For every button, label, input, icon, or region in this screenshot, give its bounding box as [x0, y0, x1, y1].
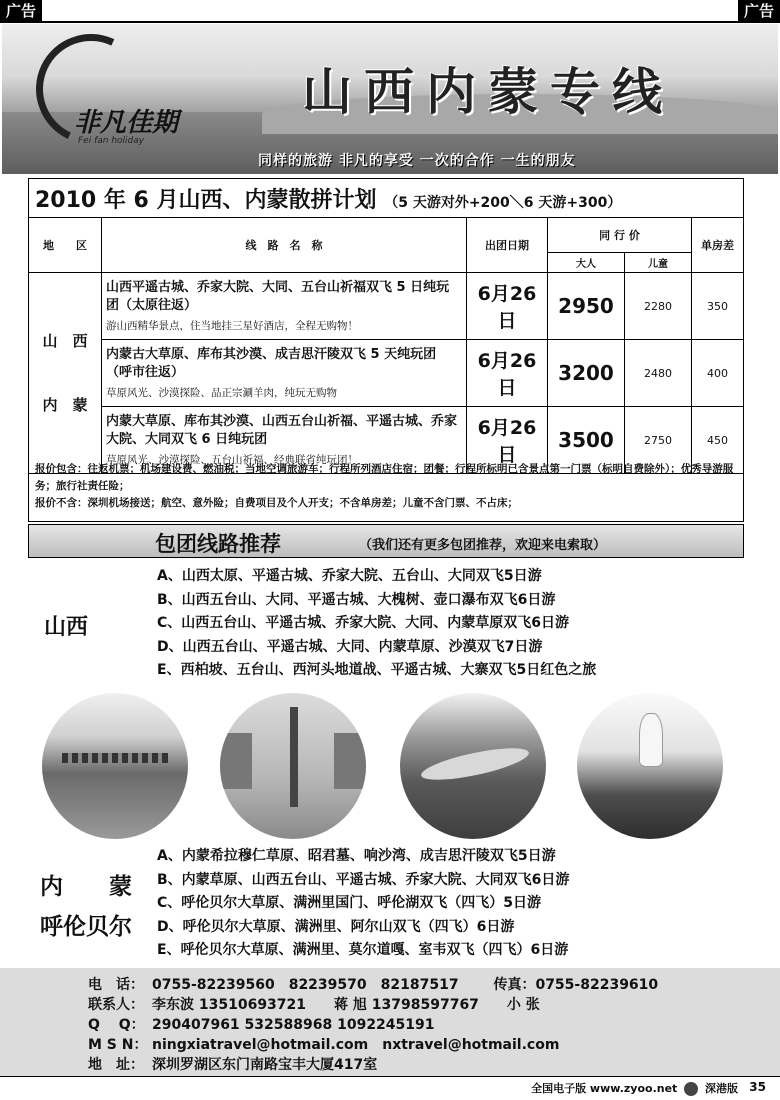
banner-title: 山西内蒙专线: [302, 62, 674, 121]
table-row: [29, 340, 744, 407]
contact-phone-row: [88, 974, 658, 994]
phone-label: 电 话：: [88, 977, 144, 993]
list-item: B、内蒙草原、山西五台山、平遥古城、乔家大院、大同双飞6日游: [157, 871, 570, 888]
msn-label: M S N：: [88, 1037, 148, 1053]
list-item: E、西柏坡、五台山、西河头地道战、平遥古城、大寨双飞5日红色之旅: [157, 662, 597, 678]
footer-rule: [0, 1076, 780, 1077]
list-item: B、山西五台山、大同、平遥古城、大槐树、壶口瀑布双飞6日游: [157, 591, 556, 608]
footer-credit: [531, 1080, 738, 1096]
departure-date: 6月26日: [467, 273, 548, 340]
plan-title: [35, 183, 621, 214]
child-price: 2280: [625, 273, 692, 340]
header-route: 线 路 名 称: [102, 218, 467, 273]
photo-ancient-city: [42, 693, 188, 839]
top-rule: [0, 21, 780, 23]
banner-slogan: 同样的旅游 非凡的享受 一次的合作 一生的朋友: [258, 153, 576, 169]
list-item: C、山西五台山、平遥古城、乔家大院、大同、内蒙草原双飞6日游: [157, 615, 570, 631]
price-excludes: 报价不含：深圳机场接送；航空、意外险；自费项目及个人开支；不含单房差；儿童不含门票、不占床；: [35, 496, 518, 509]
address-label: 地 址：: [88, 1057, 144, 1073]
plan-title-note: （5 天游对外+200＼6 天游+300）: [384, 195, 622, 211]
fax-label: 传真：: [493, 977, 536, 993]
photo-statue-square: [220, 693, 366, 839]
group-tour-bar: [28, 524, 744, 558]
departure-date: 6月26日: [467, 407, 548, 474]
plan-header-row: [29, 218, 744, 253]
header-single-supplement: 单房差: [692, 218, 744, 273]
ad-label-right: 广告: [738, 0, 780, 22]
qq-label: Q Q：: [88, 1017, 145, 1033]
contact-panel: [0, 968, 780, 1076]
fax-number: 0755-82239610: [535, 977, 659, 993]
group-tour-title: 包团线路推荐: [155, 532, 281, 556]
contact-address-row: [88, 1054, 377, 1074]
region-shanxi: 山 西: [42, 332, 88, 350]
list-item: D、山西五台山、平遥古城、大同、内蒙草原、沙漠双飞7日游: [157, 638, 543, 655]
child-price: 2750: [625, 407, 692, 474]
route-note: 草原风光、沙漠探险、品正宗涮羊肉，纯玩无购物: [106, 387, 337, 400]
list-item: E、呼伦贝尔大草原、满洲里、莫尔道嘎、室韦双飞（四飞）6日游: [157, 942, 569, 958]
header-child: 儿童: [625, 253, 692, 273]
single-supplement: 450: [692, 407, 744, 474]
logo-english: Fei fan holiday: [78, 136, 145, 146]
logo-name: 非凡佳期: [74, 108, 179, 138]
photo-white-pagoda: [577, 693, 723, 839]
contact-persons: 李东波 13510693721 蒋 旭 13798597767 小 张: [152, 997, 540, 1013]
qq-numbers: 290407961 532588968 1092245191: [152, 1017, 435, 1033]
footer-site: 全国电子版 www.zyoo.net: [531, 1082, 678, 1095]
adult-price: 3200: [548, 340, 625, 407]
footer-brand: 深港版: [705, 1082, 738, 1095]
route-note: 游山西精华景点，住当地挂三星好酒店，全程无购物！: [106, 320, 358, 333]
neimeng-routes: [157, 845, 569, 963]
plan-section: [28, 178, 744, 522]
table-row: [29, 273, 744, 340]
region-neimeng: 内 蒙: [42, 396, 88, 414]
list-item: A、内蒙希拉穆仁草原、昭君墓、响沙湾、成吉思汗陵双飞5日游: [157, 848, 556, 864]
list-item: C、呼伦贝尔大草原、满洲里国门、呼伦湖双飞（四飞）5日游: [157, 895, 542, 911]
route-title: 内蒙大草原、库布其沙漠、山西五台山祈福、平遥古城、乔家大院、大同双飞 6 日纯玩团: [106, 413, 458, 447]
banner: [2, 24, 778, 174]
contact-qq-row: [88, 1014, 435, 1034]
msn-addresses: ningxiatravel@hotmail.com nxtravel@hotmail.com: [152, 1037, 560, 1053]
header-peer-price: 同 行 价: [548, 218, 692, 253]
adult-price: 2950: [548, 273, 625, 340]
shanxi-label: 山西: [44, 615, 89, 640]
header-adult: 大人: [548, 253, 625, 273]
adult-price: 3500: [548, 407, 625, 474]
plan-title-main: 2010 年 6 月山西、内蒙散拼计划: [35, 188, 377, 213]
route-title: 内蒙古大草原、库布其沙漠、成吉思汗陵双飞 5 天纯玩团（呼市往返）: [106, 346, 437, 380]
list-item: D、呼伦贝尔大草原、满洲里、阿尔山双飞（四飞）6日游: [157, 918, 515, 935]
page-number: 35: [749, 1080, 766, 1094]
shanxi-routes: [157, 565, 596, 683]
group-tour-subtitle: （我们还有更多包团推荐，欢迎来电索取）: [359, 538, 607, 553]
contact-msn-row: [88, 1034, 559, 1054]
single-supplement: 400: [692, 340, 744, 407]
brand-badge-icon: [684, 1082, 698, 1096]
route-title: 山西平遥古城、乔家大院、大同、五台山祈福双飞 5 日纯玩团（太原往返）: [106, 279, 450, 313]
region-cell: [29, 273, 102, 474]
hulunbuir-label: 呼伦贝尔: [40, 914, 132, 940]
departure-date: 6月26日: [467, 340, 548, 407]
route-note: 草原风光、沙漠探险、五台山祈福、经典联省纯玩团！: [106, 454, 358, 467]
price-includes: 报价包含：往返机票；机场建设费、燃油税；当地空调旅游车；行程所列酒店住宿；团餐；行程所标明已含景点第一门票（标明自费除外）；优秀导游服务；旅行社责任险；: [35, 463, 734, 492]
photo-grassland-river: [400, 693, 546, 839]
ad-label-left: 广告: [0, 0, 42, 22]
phone-numbers: 0755-82239560 82239570 82187517: [152, 977, 459, 993]
child-price: 2480: [625, 340, 692, 407]
header-date: 出团日期: [467, 218, 548, 273]
route-cell: [102, 273, 467, 340]
address-text: 深圳罗湖区东门南路宝丰大厦417室: [152, 1057, 378, 1073]
route-cell: [102, 340, 467, 407]
header-region: 地 区: [29, 218, 102, 273]
contact-person-row: [88, 994, 540, 1014]
neimeng-label: 内 蒙: [40, 874, 132, 900]
plan-table: [28, 217, 744, 474]
person-label: 联系人：: [88, 997, 144, 1013]
single-supplement: 350: [692, 273, 744, 340]
list-item: A、山西太原、平遥古城、乔家大院、五台山、大同双飞5日游: [157, 568, 542, 584]
plan-notes: [35, 461, 735, 511]
